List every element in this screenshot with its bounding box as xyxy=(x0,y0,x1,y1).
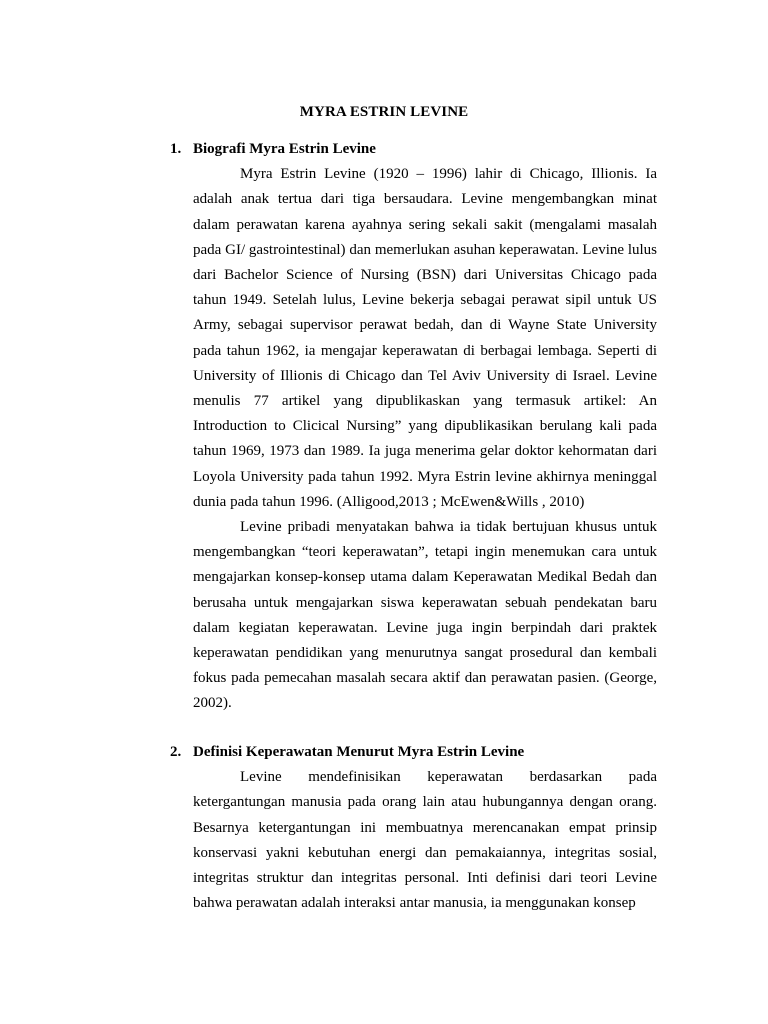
document-title: MYRA ESTRIN LEVINE xyxy=(299,104,469,120)
section-number: 2. xyxy=(170,744,182,760)
section-title: Definisi Keperawatan Menurut Myra Estrin Levine xyxy=(193,744,525,760)
section-definisi xyxy=(170,740,660,916)
paragraph: Levine mendefinisikan keperawatan berdasarkan pada ketergantungan manusia pada orang lain atau hubungannya dengan orang. Besarnya ketergantungan ini membuatnya merencanakan empat prinsip konservasi yakni kebutuhan energi dan pemakaiannya, integritas sosial, integritas struktur dan integritas personal. Inti definisi dari teori Levine bahwa perawatan adalah interaksi antar manusia, ia menggunakan konsep xyxy=(193,769,657,912)
section-heading xyxy=(170,137,660,162)
paragraph: Myra Estrin Levine (1920 – 1996) lahir di Chicago, Illionis. Ia adalah anak tertua dari tiga bersaudara. Levine mengembangkan minat dalam perawatan karena ayahnya sering sekali sakit (mengalami masalah pada GI/ gastrointestinal) dan memerlukan asuhan keperawatan. Levine lulus dari Bachelor Science of Nursing (BSN) dari Universitas Chicago pada tahun 1949. Setelah lulus, Levine bekerja sebagai perawat sipil untuk US Army, sebagai supervisor perawat bedah, dan di Wayne State University pada tahun 1962, ia mengajar keperawatan di berbagai lembaga. Seperti di University of Illionis di Chicago dan Tel Aviv University di Israel. Levine menulis 77 artikel yang dipublikaskan yang termasuk artikel: An Introduction to Clicical Nursing” yang dipublikasikan berulang kali pada tahun 1969, 1973 dan 1989. Ia juga menerima gelar doktor kehormatan dari Loyola University pada tahun 1992. Myra Estrin levine akhirnya meninggal dunia pada tahun 1996. (Alligood,2013 ; McEwen&Wills , 2010) xyxy=(193,166,657,510)
section-biografi xyxy=(170,137,660,717)
paragraph: Levine pribadi menyatakan bahwa ia tidak bertujuan khusus untuk mengembangkan “teori keperawatan”, tetapi ingin menemukan cara untuk mengajarkan konsep-konsep utama dalam Keperawatan Medikal Bedah dan berusaha untuk mengajarkan siswa keperawatan sebuah pendekatan baru dalam kegiatan keperawatan. Levine juga ingin berpindah dari praktek keperawatan pendidikan yang menurutnya sangat prosedural dan kembali fokus pada pemecahan masalah secara aktif dan perawatan pasien. (George, 2002). xyxy=(193,519,657,712)
section-title: Biografi Myra Estrin Levine xyxy=(193,141,376,157)
section-number: 1. xyxy=(170,141,182,157)
section-heading xyxy=(170,740,660,765)
